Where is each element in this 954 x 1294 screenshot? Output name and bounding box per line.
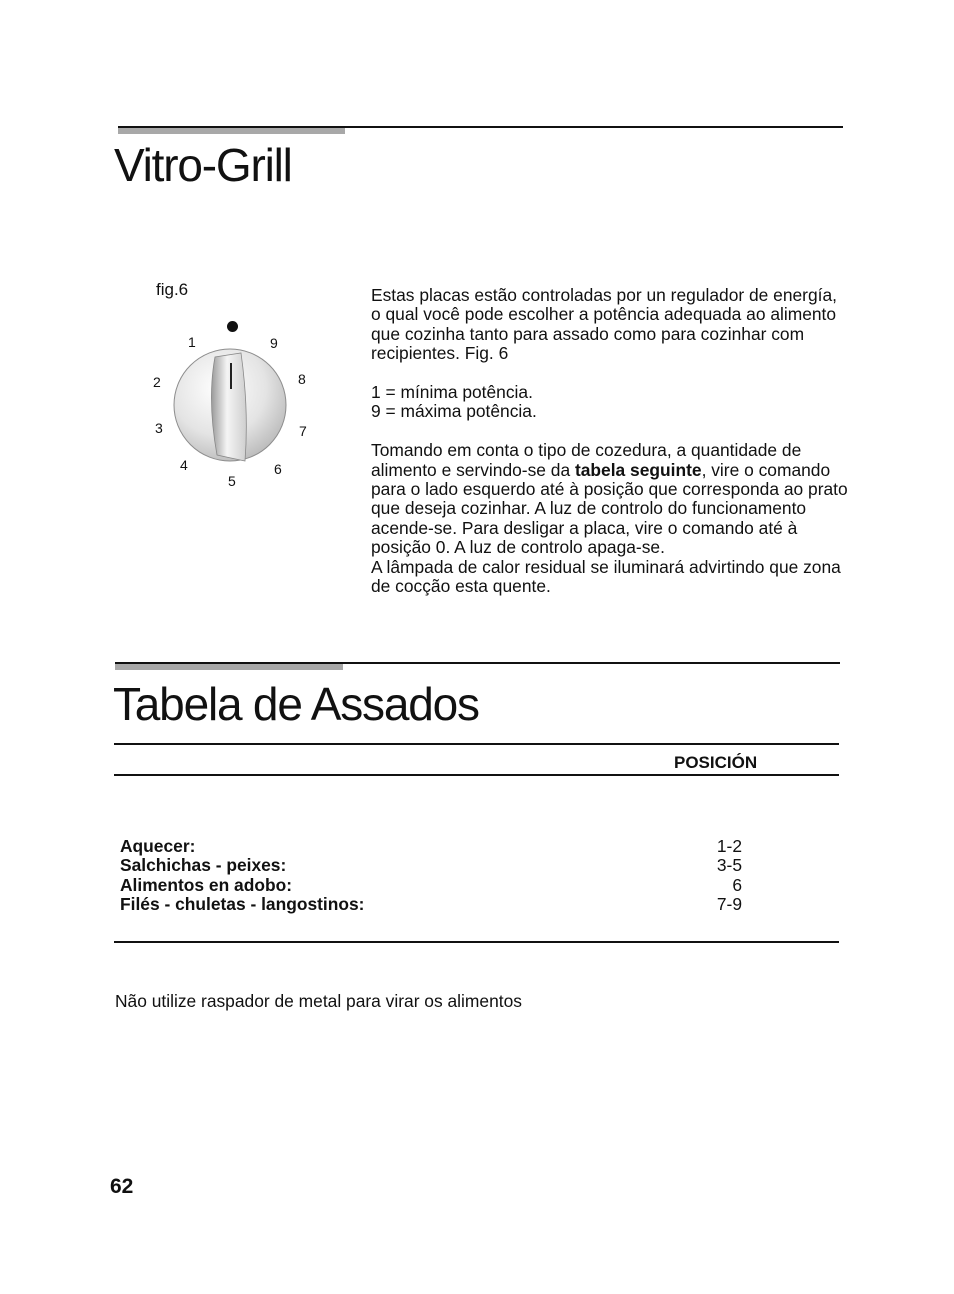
row-label: Filés - chuletas - langostinos: bbox=[120, 894, 365, 915]
section-rule-accent bbox=[118, 127, 345, 134]
residual-heat-paragraph: A lâmpada de calor residual se iluminará advirtindo que zona de cocção esta quente. bbox=[371, 556, 841, 597]
dial-number: 2 bbox=[153, 374, 161, 390]
table-row bbox=[120, 895, 742, 914]
dial-number: 9 bbox=[270, 335, 278, 351]
figure-label: fig.6 bbox=[156, 280, 189, 299]
dial-knob-icon bbox=[145, 315, 320, 495]
section-title-vitro-grill: Vitro-Grill bbox=[114, 139, 292, 191]
row-value: 6 bbox=[732, 874, 742, 895]
table-row bbox=[120, 837, 742, 856]
description-paragraph: Estas placas estão controladas por un regulador de energía, o qual você pode escolher a potência adequada ao alimento que cozinha tanto para assado como para cozinhar com recipientes. Fig. 6 bbox=[371, 285, 837, 364]
dial-number: 1 bbox=[188, 334, 196, 350]
power-dial-figure bbox=[145, 315, 320, 495]
table-row bbox=[120, 856, 742, 875]
section-rule bbox=[115, 662, 840, 664]
vitro-grill-description bbox=[371, 286, 851, 596]
row-label: Salchichas - peixes: bbox=[120, 855, 287, 876]
instructions-text: Tomando em conta o tipo de cozedura, a quantidade de alimento e servindo-se da bbox=[371, 440, 802, 480]
table-column-header: POSICIÓN bbox=[674, 753, 758, 772]
instructions-paragraph bbox=[371, 441, 851, 557]
row-value: 7-9 bbox=[716, 894, 742, 915]
table-header-rule bbox=[114, 774, 839, 776]
instructions-bold-text: tabela seguinte bbox=[574, 459, 702, 480]
max-power-line: 9 = máxima potência. bbox=[371, 401, 537, 422]
section-rule-accent bbox=[115, 663, 343, 670]
dial-number: 8 bbox=[298, 371, 306, 387]
table-row bbox=[120, 876, 742, 895]
roasting-table bbox=[120, 837, 742, 915]
row-label: Aquecer: bbox=[120, 836, 196, 856]
section-title-tabela: Tabela de Assados bbox=[113, 678, 479, 730]
row-value: 3-5 bbox=[716, 855, 742, 876]
section-rule bbox=[118, 126, 843, 128]
dial-number: 6 bbox=[274, 461, 282, 477]
dial-number: 7 bbox=[299, 423, 307, 439]
instructions-text: , vire o comando para o lado esquerdo até à posição que corresponda ao prato que deseja cozinhar. A luz de controlo do funcionamento acende-se. Para desligar a placa, vire o comando até à posição 0. A luz de controlo apaga-se. bbox=[371, 459, 848, 558]
dial-number: 4 bbox=[180, 457, 188, 473]
dial-number: 3 bbox=[155, 420, 163, 436]
safety-note: Não utilize raspador de metal para virar os alimentos bbox=[115, 991, 522, 1011]
table-top-rule bbox=[114, 743, 839, 745]
page-number: 62 bbox=[110, 1175, 134, 1198]
row-label: Alimentos en adobo: bbox=[120, 874, 292, 895]
table-bottom-rule bbox=[114, 941, 839, 943]
dial-number: 5 bbox=[228, 473, 236, 489]
dial-zero-marker bbox=[227, 321, 238, 332]
min-power-line: 1 = mínima potência. bbox=[371, 382, 533, 403]
row-value: 1-2 bbox=[716, 836, 742, 856]
